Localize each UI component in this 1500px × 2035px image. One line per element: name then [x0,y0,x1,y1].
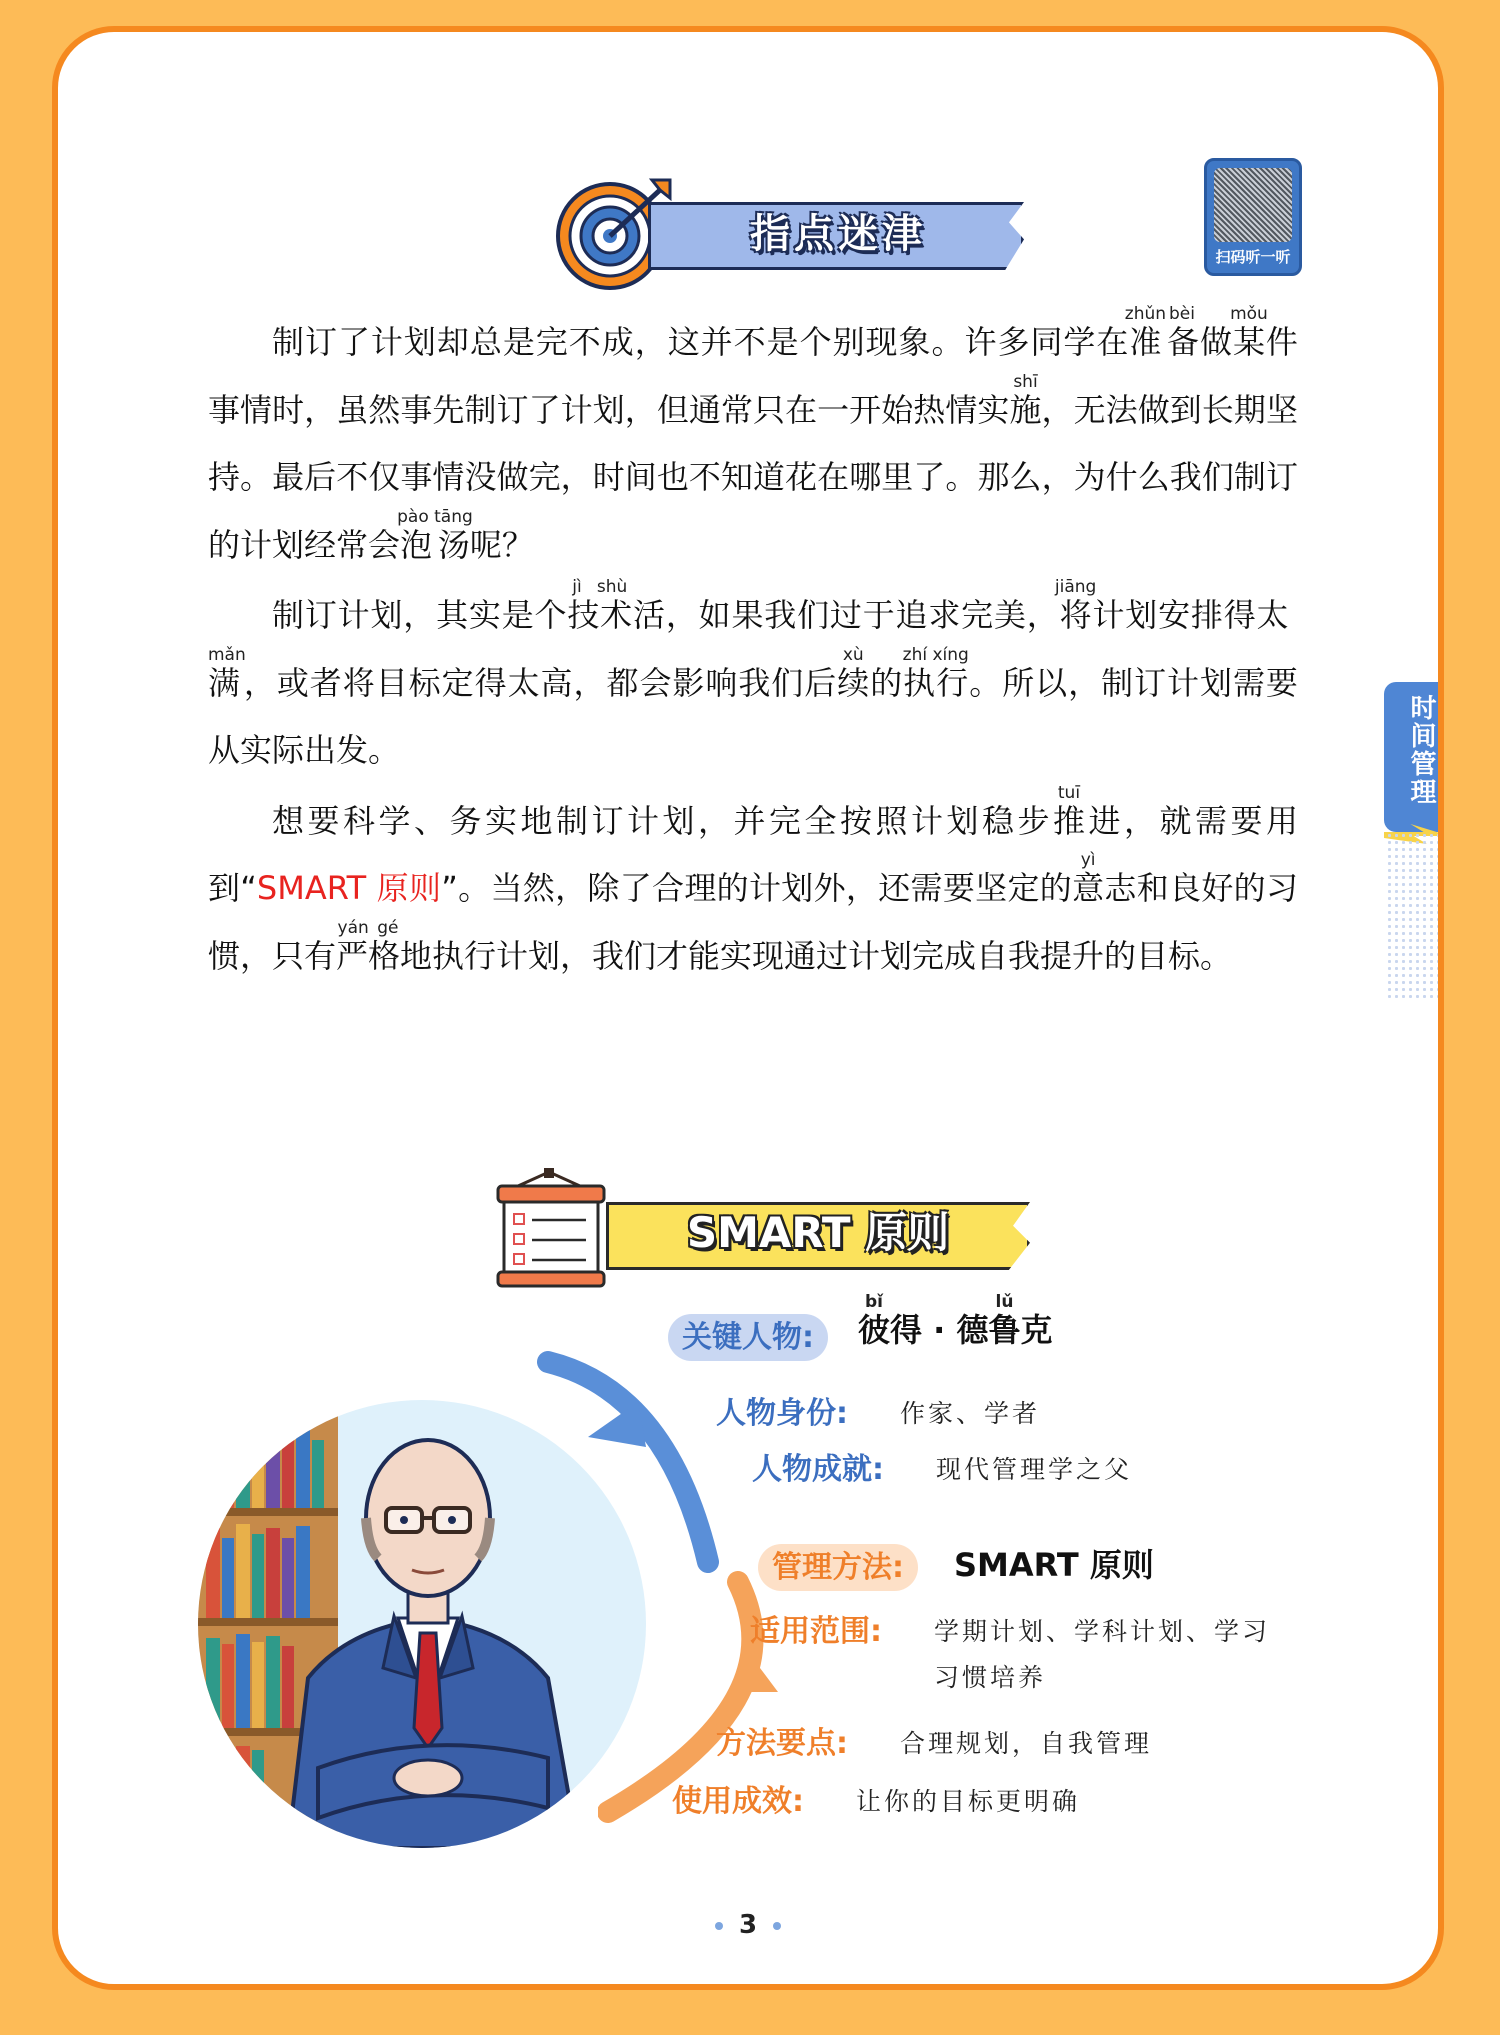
method-value: SMART 原则 [954,1546,1154,1584]
annotated-char: 鲁lǔ [988,1292,1021,1349]
page-card [52,26,1444,1990]
key-person-label: 关键人物: [668,1312,828,1356]
key-person-name: 彼bǐ得 · 德鲁lǔ克 [858,1292,1053,1349]
portrait-illustration [198,1348,658,1848]
highlight-term: SMART 原则 [256,869,442,907]
paragraph-3: 想要科学、务实地制订计划，并完全按照计划稳步推tuī进，就需要用到“SMART 原则”。当然，除了合理的计划外，还需要坚定的意yì志和良好的习惯，只有严格yán gé地执行计划，我们才能实现通过计划完成自我提升的目标。 [208,782,1298,975]
paragraph-1: 制订了计划却总是完不成，这并不是个别现象。许多同学在准zhǔn备bèi做某mǒu件事情时，虽然事先制订了计划，但通常只在一开始热情实施shī，无法做到长期坚持。最后不仅事情没做完，时间也不知道花在哪里了。那么，为什么我们制订的计划经常会泡汤pào tāng呢？ [208,304,1298,564]
identity-label: 人物身份: [716,1396,848,1431]
annotated-char: 彼bǐ [858,1292,891,1349]
annotated-char: 续xù [837,644,871,702]
section-header-tips [548,166,1038,294]
body-text [208,306,1298,990]
scope-label: 适用范围: [750,1614,882,1649]
scope-value-line1: 学期计划、学科计划、学习 [934,1617,1271,1646]
points-value: 合理规划，自我管理 [900,1729,1153,1758]
page-number-text: 3 [738,1910,758,1940]
checklist-board-icon [488,1164,618,1294]
annotated-char: 意yì [1072,850,1105,907]
side-tab-label: 时间管理 [1406,694,1436,806]
annotated-char: 满mǎn [208,644,246,702]
annotated-char: 备bèi [1166,304,1200,361]
annotated-char: 准zhǔn [1124,304,1167,361]
page-dot-left [715,1922,723,1930]
chapter-side-tab[interactable] [1384,682,1444,882]
page-number [58,1910,1438,1940]
page-title: 指点迷津 [750,211,926,257]
qr-code-button[interactable] [1204,158,1302,276]
qr-caption: 扫码听一听 [1215,248,1291,266]
qr-code-icon [1214,168,1292,242]
annotated-char: 泡汤pào tāng [397,506,473,564]
annotated-char: 执行zhí xíng [902,644,969,702]
annotated-char: 将jiāng [1054,577,1097,634]
achievement-label: 人物成就: [752,1452,884,1487]
smart-title: SMART 原则 [686,1208,950,1257]
annotated-char: 某mǒu [1230,304,1268,361]
achievement-value: 现代管理学之父 [936,1455,1133,1484]
annotated-char: 推tuī [1052,782,1089,840]
annotated-char: 技术jì shù [567,577,633,634]
paragraph-2: 制订计划，其实是个技术jì shù活，如果我们过于追求完美，将jiāng计划安排得太满mǎn，或者将目标定得太高，都会影响我们后续xù的执行zhí xíng。所以，制订计划需要从实际出发。 [208,577,1298,769]
dot-pattern [1386,832,1444,1002]
annotated-char: 施shī [1009,371,1042,429]
identity-value: 作家、学者 [900,1399,1041,1428]
effect-value: 让你的目标更明确 [856,1787,1081,1816]
page-dot-right [773,1922,781,1930]
annotated-char: 严格yán gé [336,917,401,975]
effect-label: 使用成效: [672,1784,804,1819]
section-header-smart [488,1164,1048,1294]
method-label: 管理方法: [758,1542,918,1586]
scope-value-line2: 习惯培养 [934,1663,1047,1692]
points-label: 方法要点: [716,1726,848,1761]
